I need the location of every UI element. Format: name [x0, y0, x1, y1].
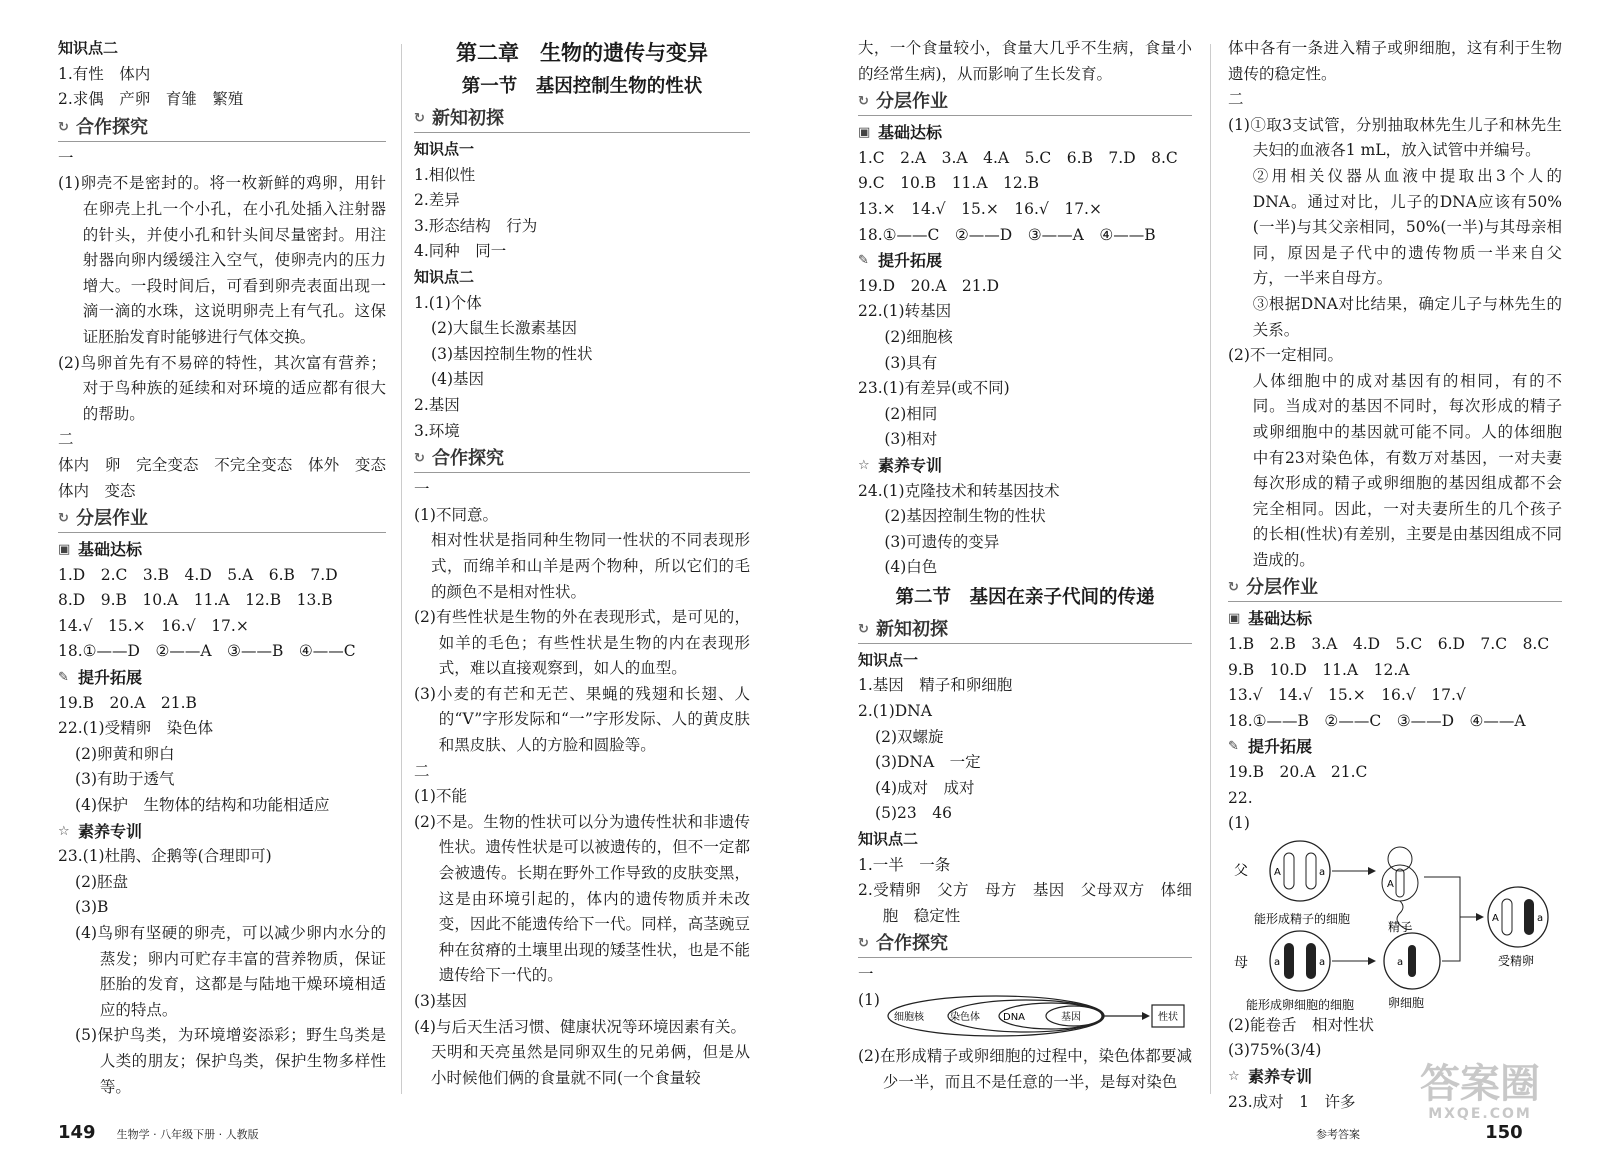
mother-chromosome-2 — [1306, 943, 1316, 979]
arrow-head — [1368, 957, 1376, 965]
sperm-label: 精子 — [1388, 919, 1413, 934]
answer-line: 2.基因 — [414, 395, 460, 414]
arrow-head — [1368, 867, 1376, 875]
subheading-tisheng: ✎ 提升拓展 — [858, 248, 1192, 274]
answer-line: 18.①——D ②——A ③——B ④——C — [58, 642, 356, 661]
column-3 — [858, 36, 1192, 1095]
page-number-left: 149 — [58, 1122, 96, 1143]
star-icon: ☆ — [1228, 1069, 1240, 1084]
watermark-url: MXQE.COM — [1428, 1106, 1532, 1122]
egg-label: 卵细胞 — [1388, 995, 1425, 1010]
section-heading-hezuo: ↻ 合作探究 — [858, 931, 1192, 958]
mother-label: 母 — [1234, 954, 1248, 971]
book-title: 生物学 · 八年级下册 · 人教版 — [116, 1128, 259, 1141]
column-divider-right — [1210, 44, 1211, 1094]
star-icon: ☆ — [58, 823, 70, 839]
zygote-allele-a: a — [1537, 912, 1544, 924]
answer-line: 19.B 20.A 21.B — [58, 693, 197, 712]
column-2 — [414, 36, 750, 1091]
lock-icon: ▣ — [58, 542, 71, 558]
father-allele-a: a — [1319, 866, 1326, 878]
answer-line: 4.同种 同一 — [414, 242, 507, 261]
answer-line: 1.一半 一条 — [858, 855, 951, 874]
chromosome-label: 染色体 — [950, 1012, 980, 1023]
section-title: 第二节 基因在亲子代间的传递 — [895, 586, 1155, 608]
sperm-cell-label: 能形成精子的细胞 — [1254, 911, 1351, 926]
answer-paragraph: 相对性状是指同种生物同一性状的不同表现形式，而绵羊和山羊是两个物种，所以它们的毛的颜色不是相对性状。 — [431, 531, 750, 601]
subheading-suyang: ☆ 素养专训 — [58, 819, 386, 845]
answer-line: 1.相似性 — [414, 165, 476, 184]
answer-paragraph: (3)小麦的有芒和无芒、果蝇的残翅和长翅、人的“V”字形发际和“一”字形发际、人的黄皮肤和黑皮肤、人的方脸和圆脸等。 — [414, 684, 750, 755]
answer-line: (1)不同意。 — [414, 505, 498, 524]
answer-line: (3)基因控制生物的性状 — [431, 344, 593, 363]
answer-paragraph: 2.受精卵 父方 母方 基因 父母双方 体细胞 稳定性 — [858, 881, 1192, 925]
answer-paragraph: 天明和天亮虽然是同卵双生的兄弟俩，但是从小时候他们俩的食量就不同(一个食量较 — [431, 1043, 750, 1087]
part-number: 一 — [414, 480, 430, 499]
sperm-allele: A — [1387, 878, 1394, 890]
column-4 — [1228, 36, 1562, 1115]
nested-ellipses-svg — [886, 988, 1186, 1044]
answer-line: 19.D 20.A 21.D — [858, 276, 999, 295]
answer-line: 3.形态结构 行为 — [414, 216, 538, 235]
answer-line: (1) — [1228, 814, 1250, 833]
answer-line: (3)75%(3/4) — [1228, 1041, 1322, 1060]
watermark-logo: 答案圈 — [1420, 1061, 1540, 1107]
answer-line: (2)相同 — [884, 404, 938, 423]
answer-line: 1.基因 精子和卵细胞 — [858, 676, 1013, 695]
section-heading-hezuo: ↻ 合作探究 — [414, 446, 750, 473]
answer-line: 2.(1)DNA — [858, 702, 932, 721]
cell-nucleus-label: 细胞核 — [894, 1012, 924, 1023]
knowledge-point-title: 知识点一 — [858, 650, 919, 669]
zygote-allele-A: A — [1492, 912, 1499, 924]
mother-allele-2: a — [1319, 956, 1326, 968]
answer-line: 23.(1)有差异(或不同) — [858, 379, 1010, 398]
answer-line: (4)成对 成对 — [875, 778, 975, 797]
column-1 — [58, 36, 402, 1100]
subheading-tisheng: ✎ 提升拓展 — [1228, 734, 1562, 760]
section-heading-xinzhi: ↻ 新知初探 — [414, 106, 750, 133]
answer-line: (4)保护 生物体的结构和功能相适应 — [75, 796, 330, 815]
answer-line: (2)不一定相同。 — [1228, 346, 1343, 365]
answer-line: 9.B 10.D 11.A 12.A — [1228, 660, 1410, 679]
father-allele-A: A — [1274, 866, 1281, 878]
answer-line: 23.(1)杜鹃、企鹅等(合理即可) — [58, 847, 272, 866]
subheading-jichu: ▣ 基础达标 — [1228, 606, 1562, 632]
zygote-chromosome-a — [1524, 899, 1534, 935]
answer-paragraph: (2)不是。生物的性状可以分为遗传性状和非遗传性状。遗传性状是可以被遗传的，但不一定都会被遗传。长期在野外工作导致的皮肤变黑，这是由环境引起的，体内的遗传物质并未改变，因此不能遗传给下一代。同样，高茎豌豆种在贫瘠的土壤里出现的矮茎性状，也是不能遗传给下一代的。 — [414, 812, 750, 985]
father-chromosome-A — [1284, 853, 1294, 889]
answer-line: 23.成对 1 许多 — [1228, 1092, 1356, 1111]
answer-line: (2)大鼠生长激素基因 — [431, 319, 578, 338]
answer-line: (3)基因 — [414, 992, 467, 1010]
arrow-head — [1142, 1012, 1150, 1020]
answer-line: 9.C 10.B 11.A 12.B — [858, 174, 1040, 193]
part-number: 二 — [1228, 90, 1244, 109]
dna-label: DNA — [1003, 1012, 1026, 1023]
answer-line: 18.①——C ②——D ③——A ④——B — [858, 225, 1156, 244]
bulb-icon: ✎ — [1228, 739, 1239, 755]
answer-paragraph: 体内 卵 完全变态 不完全变态 体外 变态 体内 变态 — [58, 455, 402, 500]
answer-line: 1.(1)个体 — [414, 293, 482, 312]
answer-line: 8.D 9.B 10.A 11.A 12.B 13.B — [58, 591, 333, 610]
answer-paragraph: (4)鸟卵有坚硬的卵壳，可以减少卵内水分的蒸发；卵内可贮存丰富的营养物质，保证胚胎的发育，这都是与陆地干燥环境相适应的特点。 — [75, 924, 386, 1019]
star-icon: ☆ — [858, 457, 870, 473]
answer-paragraph: (2)有些性状是生物的外在表现形式，是可见的，如羊的毛色；有些性状是生物的内在表现形式，难以直接观察到，如人的血型。 — [414, 608, 750, 678]
answer-paragraph: ②用相关仪器从血液中提取出3个人的DNA。通过对比，儿子的DNA应该有50%(一半)与其父亲相同，50%(一半)与其母亲相同，原因是子代中的遗传物质一半来自父方，一半来自母方。 — [1252, 166, 1562, 288]
egg-allele: a — [1397, 956, 1404, 968]
answer-paragraph: (5)保护鸟类，为环境增姿添彩；野生鸟类是人类的朋友；保护鸟类，保护生物多样性等。 — [75, 1026, 386, 1096]
column-divider-left — [401, 44, 402, 1094]
knowledge-point-title: 知识点二 — [58, 39, 119, 57]
section-title: 第一节 基因控制生物的性状 — [461, 76, 703, 97]
section-heading-fenceng: ↻ 分层作业 — [58, 506, 386, 533]
answer-line: (2)双螺旋 — [875, 727, 944, 746]
answer-line: (2)胚盘 — [75, 872, 129, 891]
subheading-jichu: ▣ 基础达标 — [858, 120, 1192, 146]
answer-line: (4)白色 — [884, 558, 938, 577]
answer-line: 2.求偶 产卵 育雏 繁殖 — [58, 90, 244, 109]
answer-line: (2)细胞核 — [884, 327, 953, 346]
bulb-icon: ✎ — [58, 670, 69, 686]
section-heading-hezuo: ↻ 合作探究 — [58, 115, 386, 142]
egg-cell-source-label: 能形成卵细胞的细胞 — [1246, 997, 1355, 1012]
answer-paragraph: ③根据DNA对比结果，确定儿子与林先生的关系。 — [1252, 294, 1562, 339]
answer-line: (3)B — [75, 898, 109, 917]
answer-line: (3)相对 — [884, 430, 938, 449]
answer-paragraph: 体中各有一条进入精子或卵细胞，这有利于生物遗传的稳定性。 — [1228, 39, 1562, 83]
answer-paragraph: 人体细胞中的成对基因有的相同，有的不同。当成对的基因不同时，每次形成的精子或卵细胞中的基因就可能不同。人的体细胞中有23对染色体，有数万对基因，一对夫妻每次形成的精子或卵细胞的基因组成都不会完全相同。因此，一对夫妻所生的几个孩子的长相(性状)有差别，主要是由基因组成不同造成的。 — [1252, 371, 1562, 569]
lock-icon: ▣ — [858, 125, 871, 141]
answer-line: (1)不能 — [414, 787, 467, 806]
fertilization-svg — [1228, 837, 1562, 1013]
answer-paragraph: (2)在形成精子或卵细胞的过程中，染色体都要减少一半，而且不是任意的一半，是每对染色 — [858, 1047, 1192, 1091]
subheading-tisheng: ✎ 提升拓展 — [58, 665, 386, 691]
chapter-title: 第二章 生物的遗传与变异 — [456, 41, 708, 65]
answer-line: 1.有性 体内 — [58, 64, 151, 83]
answer-paragraph: 大，一个食量较小，食量大几乎不生病，食量小的经常生病)，从而影响了生长发育。 — [858, 39, 1192, 83]
section-heading-fenceng: ↻ 分层作业 — [1228, 575, 1562, 602]
answer-paragraph: (1)①取3支试管，分别抽取林先生儿子和林先生夫妇的血液各1 mL，放入试管中并编号。 — [1228, 115, 1562, 160]
answer-paragraph: (1)卵壳不是密封的。将一枚新鲜的鸡卵，用针在卵壳上扎一个小孔，在小孔处插入注射器的针头，并使小孔和针头间尽量密封。用注射器向卵内缓缓注入空气，使卵壳内的压力增大。一段时间后，可看到卵壳表面出现一滴一滴的水珠，这说明卵壳上有气孔。这保证胚胎发育时能够进行气体交换。 — [58, 174, 386, 346]
answer-line: 3.环境 — [414, 421, 460, 440]
nested-structure-diagram — [858, 988, 1192, 1044]
answer-line: (2)卵黄和卵白 — [75, 744, 175, 763]
part-number: 一 — [58, 148, 74, 167]
answer-line: (3)可遗传的变异 — [884, 532, 1000, 551]
subheading-suyang: ☆ 素养专训 — [1228, 1064, 1562, 1090]
part-number: 二 — [58, 430, 74, 449]
zygote-label: 受精卵 — [1498, 953, 1535, 968]
answer-paragraph: (4)与后天生活习惯、健康状况等环境因素有关。 — [414, 1017, 746, 1036]
answer-line: (2)能卷舌 相对性状 — [1228, 1015, 1374, 1034]
answer-line: 2.差异 — [414, 191, 460, 210]
answer-line: 14.√ 15.× 16.√ 17.× — [58, 616, 249, 635]
knowledge-point-title: 知识点二 — [414, 267, 475, 286]
trait-label: 性状 — [1158, 1012, 1178, 1023]
genetics-diagram — [1228, 837, 1562, 1013]
section-heading-xinzhi: ↻ 新知初探 — [858, 617, 1192, 644]
answer-line: (4)基因 — [431, 370, 485, 389]
part-number: 二 — [414, 761, 430, 780]
lock-icon: ▣ — [1228, 611, 1241, 627]
father-chromosome-a — [1306, 853, 1316, 889]
answer-line: 22. — [1228, 788, 1253, 807]
answer-line: 1.C 2.A 3.A 4.A 5.C 6.B 7.D 8.C — [858, 148, 1178, 167]
zygote-chromosome-A — [1502, 899, 1512, 935]
footer-left — [58, 1122, 259, 1143]
knowledge-point-title: 知识点一 — [414, 140, 475, 158]
diagram-label: (1) — [858, 991, 880, 1009]
join-line — [1424, 877, 1460, 961]
answer-line: 22.(1)受精卵 染色体 — [58, 719, 214, 738]
answer-line: 1.B 2.B 3.A 4.D 5.C 6.D 7.C 8.C — [1228, 635, 1550, 654]
answer-line: (3)有助于透气 — [75, 770, 175, 789]
knowledge-point-title: 知识点二 — [858, 830, 919, 849]
answer-line: (2)基因控制生物的性状 — [884, 507, 1046, 526]
father-label: 父 — [1234, 862, 1248, 879]
arrow-head — [1476, 913, 1484, 921]
bulb-icon: ✎ — [858, 253, 869, 269]
footer-right — [1300, 1122, 1523, 1143]
answer-line: 1.D 2.C 3.B 4.D 5.A 6.B 7.D — [58, 565, 338, 584]
gene-label: 基因 — [1061, 1012, 1081, 1023]
answer-line: (3)DNA 一定 — [875, 753, 981, 772]
sperm-chromosome — [1396, 869, 1404, 897]
part-number: 一 — [858, 965, 874, 984]
answers-label: 参考答案 — [1316, 1128, 1360, 1141]
answer-paragraph: (2)鸟卵首先有不易碎的特性，其次富有营养；对于鸟种族的延续和对环境的适应都有很大的帮助。 — [58, 353, 386, 423]
answer-line: 22.(1)转基因 — [858, 302, 952, 321]
page-number-right: 150 — [1485, 1122, 1523, 1143]
answer-line: (3)具有 — [884, 353, 938, 372]
mother-chromosome-1 — [1284, 943, 1294, 979]
watermark — [1420, 1062, 1540, 1122]
answer-line: 19.B 20.A 21.C — [1228, 763, 1368, 782]
answer-line: 24.(1)克隆技术和转基因技术 — [858, 481, 1060, 500]
answer-line: 18.①——B ②——C ③——D ④——A — [1228, 711, 1526, 730]
answer-line: (5)23 46 — [875, 804, 952, 823]
answer-line: 13.√ 14.√ 15.× 16.√ 17.√ — [1228, 686, 1466, 705]
egg-chromosome — [1408, 945, 1416, 977]
section-heading-fenceng: ↻ 分层作业 — [858, 89, 1192, 116]
subheading-suyang: ☆ 素养专训 — [858, 453, 1192, 479]
mother-allele-1: a — [1274, 956, 1281, 968]
answer-line: 13.× 14.√ 15.× 16.√ 17.× — [858, 199, 1102, 218]
subheading-jichu: ▣ 基础达标 — [58, 537, 386, 563]
